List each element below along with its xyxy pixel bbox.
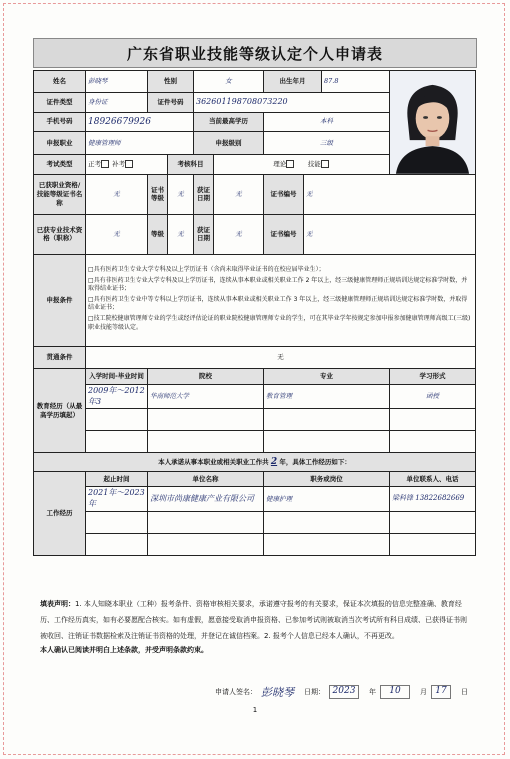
phone-value: 18926679926 — [86, 112, 194, 131]
through-value: 无 — [86, 346, 476, 368]
cert-level-label: 证书等级 — [148, 174, 168, 214]
title-name-label: 已获专业技术资格（职称） — [34, 214, 86, 254]
subjects-options — [214, 155, 390, 174]
condition-item[interactable]: □具有医药卫生专业大学专科及以上学历证书（含尚未取得毕业证书的在校应届毕业生）； — [88, 265, 325, 273]
through-label: 贯通条件 — [34, 346, 86, 368]
work-col-company: 单位名称 — [148, 472, 264, 487]
title-no-label: 证书编号 — [264, 214, 304, 254]
id-type-value: 身份证 — [86, 93, 148, 112]
name-label: 姓名 — [34, 71, 86, 93]
edu-major: 教育管理 — [264, 384, 390, 409]
edu-form: 函授 — [390, 384, 476, 409]
exam-normal-checkbox[interactable] — [101, 160, 109, 168]
declaration-text: 1. 本人知晓本职业（工种）报考条件、资格审核相关要求，承诺遵守报考的有关要求，保证本次填报的信息完整准确、教育经历、工作经历真实，如有必要愿配合核实。如有虚假，愿意接受取消申报资格、已参加考试则被取消当次考试所有科目成绩、已获得证书则被收回、注销证书数据检索及注销证书资格的处理，并登记在诚信档案。2. 报考个人信息已经本人确认，不再更改。 — [40, 600, 467, 640]
work-position — [264, 533, 390, 555]
edu-school: 华南师范大学 — [148, 384, 264, 409]
work-period — [86, 511, 148, 533]
work-col-contact: 单位联系人、电话 — [390, 472, 476, 487]
work-period: 2021年～2023年 — [86, 487, 148, 512]
level-value: 三级 — [264, 131, 390, 155]
work-company — [148, 511, 264, 533]
birth-label: 出生年月 — [264, 71, 322, 93]
condition-item[interactable]: □具有医药卫生专业中等专科以上学历证书，连续从事本职业或相关职业工作 3 年以上，经三级健康管理师正规培训达规定标准学时数，并取得结业证书； — [88, 296, 468, 312]
confirmation-text: 本人确认已阅读并明白上述条款，并受声明条款约束。 — [40, 646, 208, 654]
edu-col-school: 院校 — [148, 368, 264, 384]
work-period — [86, 533, 148, 555]
exam-type-options — [86, 155, 168, 174]
occupation-value: 健康管理师 — [86, 131, 194, 155]
work-years-suffix: 年，具体工作经历如下： — [279, 458, 351, 467]
work-contact: 梁科锋 13822682669 — [390, 487, 476, 512]
occupation-label: 申报职业 — [34, 131, 86, 155]
date-month[interactable]: 10 — [380, 685, 410, 699]
signature-row — [215, 684, 468, 700]
edu-col-major: 专业 — [264, 368, 390, 384]
skill-checkbox[interactable] — [321, 160, 329, 168]
work-section-label: 工作经历 — [34, 472, 86, 556]
edu-major — [264, 431, 390, 453]
edu-school — [148, 431, 264, 453]
cert-level-value: 无 — [168, 174, 194, 214]
edu-col-period: 入学时间-毕业时间 — [86, 368, 148, 384]
id-no-label: 证件号码 — [148, 93, 194, 112]
edu-col-form: 学习形式 — [390, 368, 476, 384]
work-years-prefix: 本人承诺从事本职业或相关职业工作共 — [158, 458, 269, 467]
theory-checkbox[interactable] — [286, 160, 294, 168]
skill-label: 技能 — [307, 160, 321, 169]
date-year[interactable]: 2023 — [329, 685, 359, 699]
edu-period: 2009年～2012年3 — [86, 384, 148, 409]
edu-form — [390, 431, 476, 453]
cert-no-value: 无 — [304, 174, 476, 214]
work-years-value: 2 — [270, 457, 278, 468]
phone-label: 手机号码 — [34, 112, 86, 131]
education-label: 当前最高学历 — [194, 112, 264, 131]
edu-school — [148, 409, 264, 431]
subjects-label: 考核科目 — [168, 155, 214, 174]
exam-normal-label: 正考 — [88, 160, 101, 169]
date-day[interactable]: 17 — [431, 685, 451, 699]
id-type-label: 证件类型 — [34, 93, 86, 112]
work-company: 深圳市尚康健康产业有限公司 — [148, 487, 264, 512]
cert-name-value: 无 — [86, 174, 148, 214]
title-level-label: 等级 — [148, 214, 168, 254]
gender-value: 女 — [194, 71, 264, 93]
signature[interactable]: 彭晓琴 — [261, 686, 294, 699]
condition-item[interactable]: □技工院校健康管理师专业的学生或经评估论证的职业院校健康管理师专业的学生，可在其毕业学年按规定参加申报参加健康管理师高级工(三级)职业技能等级认定。 — [88, 315, 471, 331]
education-value: 本科 — [264, 112, 390, 131]
work-contact — [390, 533, 476, 555]
edu-major — [264, 409, 390, 431]
title-no-value: 无 — [304, 214, 476, 254]
education-section-label: 教育经历（从最高学历填起） — [34, 368, 86, 453]
edu-period — [86, 409, 148, 431]
title-date-label: 获证日期 — [194, 214, 214, 254]
conditions-list — [86, 254, 476, 346]
edu-form — [390, 409, 476, 431]
form-title: 广东省职业技能等级认定个人申请表 — [33, 38, 477, 68]
date-label: 日期： — [304, 688, 325, 696]
year-unit: 年 — [369, 688, 376, 696]
cert-no-label: 证书编号 — [264, 174, 304, 214]
cert-date-value: 无 — [214, 174, 264, 214]
exam-makeup-label: 补考 — [112, 160, 126, 169]
declaration-heading: 填表声明： — [40, 600, 75, 608]
title-name-value: 无 — [86, 214, 148, 254]
gender-label: 性别 — [148, 71, 194, 93]
condition-item[interactable]: □具有非医药卫生专业大学专科及以上学历证书，连续从事本职业或相关职业工作 2 年以上，经三级健康管理师正规培训达规定标准学时数，并取得结业证书； — [88, 277, 468, 293]
page-number: 1 — [252, 706, 258, 714]
edu-period — [86, 431, 148, 453]
cert-name-label: 已获职业资格/技能等级证书名称 — [34, 174, 86, 214]
theory-label: 理论 — [273, 160, 287, 169]
application-form — [33, 70, 476, 556]
title-date-value: 无 — [214, 214, 264, 254]
conditions-label: 申报条件 — [34, 254, 86, 346]
birth-value: 87.8 — [322, 71, 390, 93]
name-value: 彭晓琴 — [86, 71, 148, 93]
work-col-period: 起止时间 — [86, 472, 148, 487]
work-col-position: 职务或岗位 — [264, 472, 390, 487]
declaration — [40, 596, 470, 644]
signature-label: 申请人签名： — [215, 688, 257, 696]
month-unit: 月 — [420, 688, 427, 696]
work-company — [148, 533, 264, 555]
title-level-value: 无 — [168, 214, 194, 254]
work-position: 健康护理 — [264, 487, 390, 512]
exam-type-label: 考试类型 — [34, 155, 86, 174]
work-position — [264, 511, 390, 533]
level-label: 申报级别 — [194, 131, 264, 155]
applicant-photo — [390, 71, 476, 175]
exam-makeup-checkbox[interactable] — [125, 160, 133, 168]
id-no-value: 362601198708073220 — [194, 93, 390, 112]
work-commitment — [34, 453, 476, 472]
work-contact — [390, 511, 476, 533]
day-unit: 日 — [461, 688, 468, 696]
cert-date-label: 获证日期 — [194, 174, 214, 214]
